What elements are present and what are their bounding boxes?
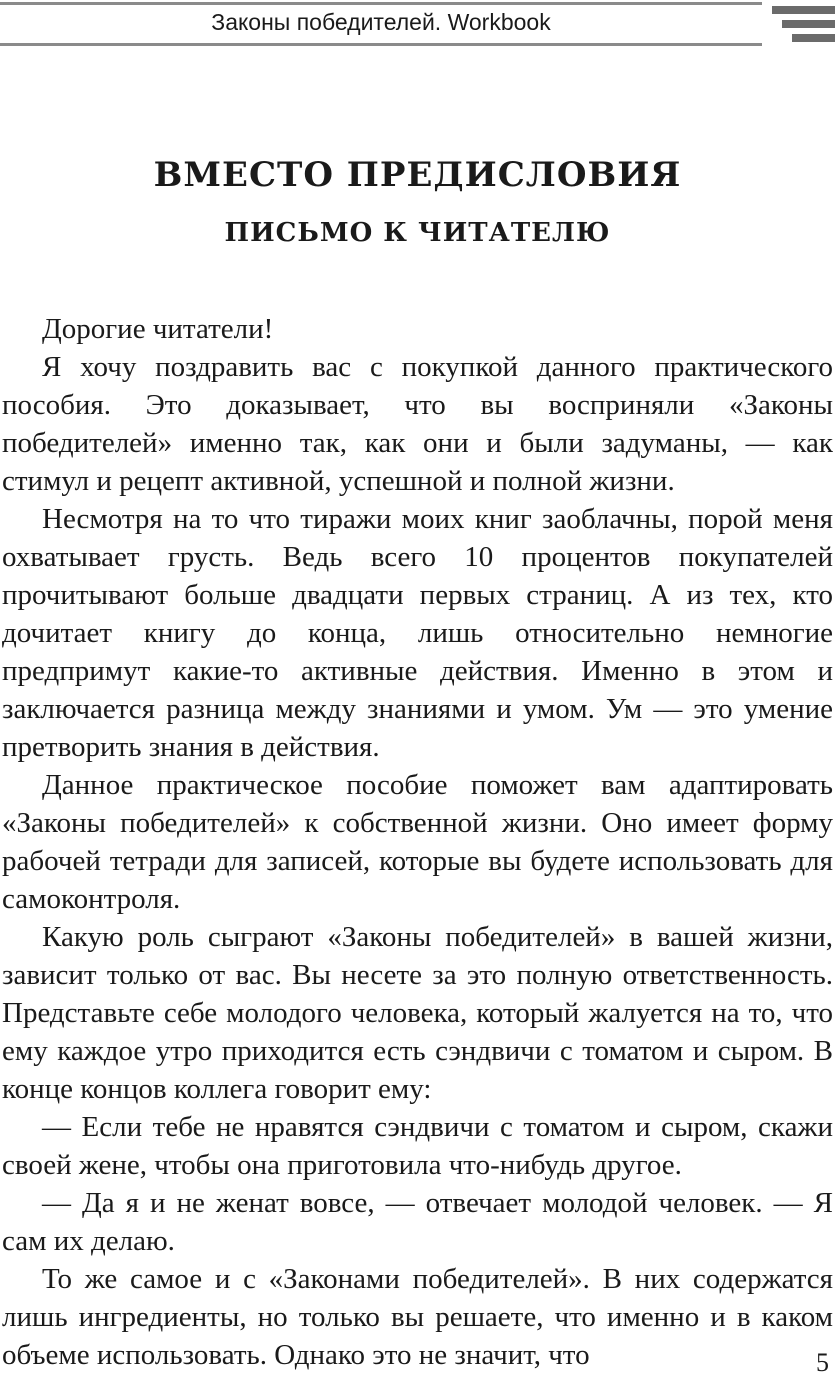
paragraph: Данное практическое пособие поможет вам адаптировать «Законы победителей» к собственной жизни. Оно имеет форму рабочей тетради для записей, которые вы будете использовать для самоконтроля. (2, 769, 833, 915)
chapter-subtitle: ПИСЬМО К ЧИТАТЕЛЮ (224, 218, 611, 248)
paragraph: — Если тебе не нравятся сэндвичи с томатом и сыром, скажи своей жене, чтобы она приготовила что-нибудь другое. (2, 1111, 833, 1181)
body-text (2, 310, 833, 1374)
paragraph: То же самое и с «Законами победителей». В них содержатся лишь ингредиенты, но только вы решаете, что именно и в каком объеме использовать. Однако это не значит, что (2, 1263, 833, 1371)
chapter-title: ВМЕСТО ПРЕДИСЛОВИЯ (153, 155, 682, 195)
header-rule-top (0, 2, 762, 5)
paragraph: Я хочу поздравить вас с покупкой данного практического пособия. Это доказывает, что вы восприняли «Законы победителей» именно так, как они и были задуманы, — как стимул и рецепт активной, успешной и полной жизни. (2, 351, 833, 497)
header-rule-bottom (0, 43, 762, 46)
paragraph: Несмотря на то что тиражи моих книг заоблачны, порой меня охватывает грусть. Ведь всего 10 процентов покупателей прочитывают больше двадцати первых страниц. А из тех, кто дочитает книгу до конца, лишь относительно немногие предпримут какие-то активные действия. Именно в этом и заключается разница между знаниями и умом. Ум — это умение претворить знания в действия. (2, 503, 833, 763)
running-header (0, 0, 762, 46)
paragraph: Какую роль сыграют «Законы победителей» в вашей жизни, зависит только от вас. Вы несете за это полную ответственность. Представьте себе молодого человека, который жалуется на то, что ему каждое утро приходится есть сэндвичи с томатом и сыром. В конце концов коллега говорит ему: (2, 921, 833, 1105)
page-number: 5 (816, 1348, 829, 1377)
running-title: Законы победителей. Workbook (211, 9, 551, 35)
stacked-bars-icon (770, 0, 835, 50)
paragraph: Дорогие читатели! (42, 313, 274, 345)
paragraph: — Да я и не женат вовсе, — отвечает молодой человек. — Я сам их делаю. (2, 1187, 833, 1257)
